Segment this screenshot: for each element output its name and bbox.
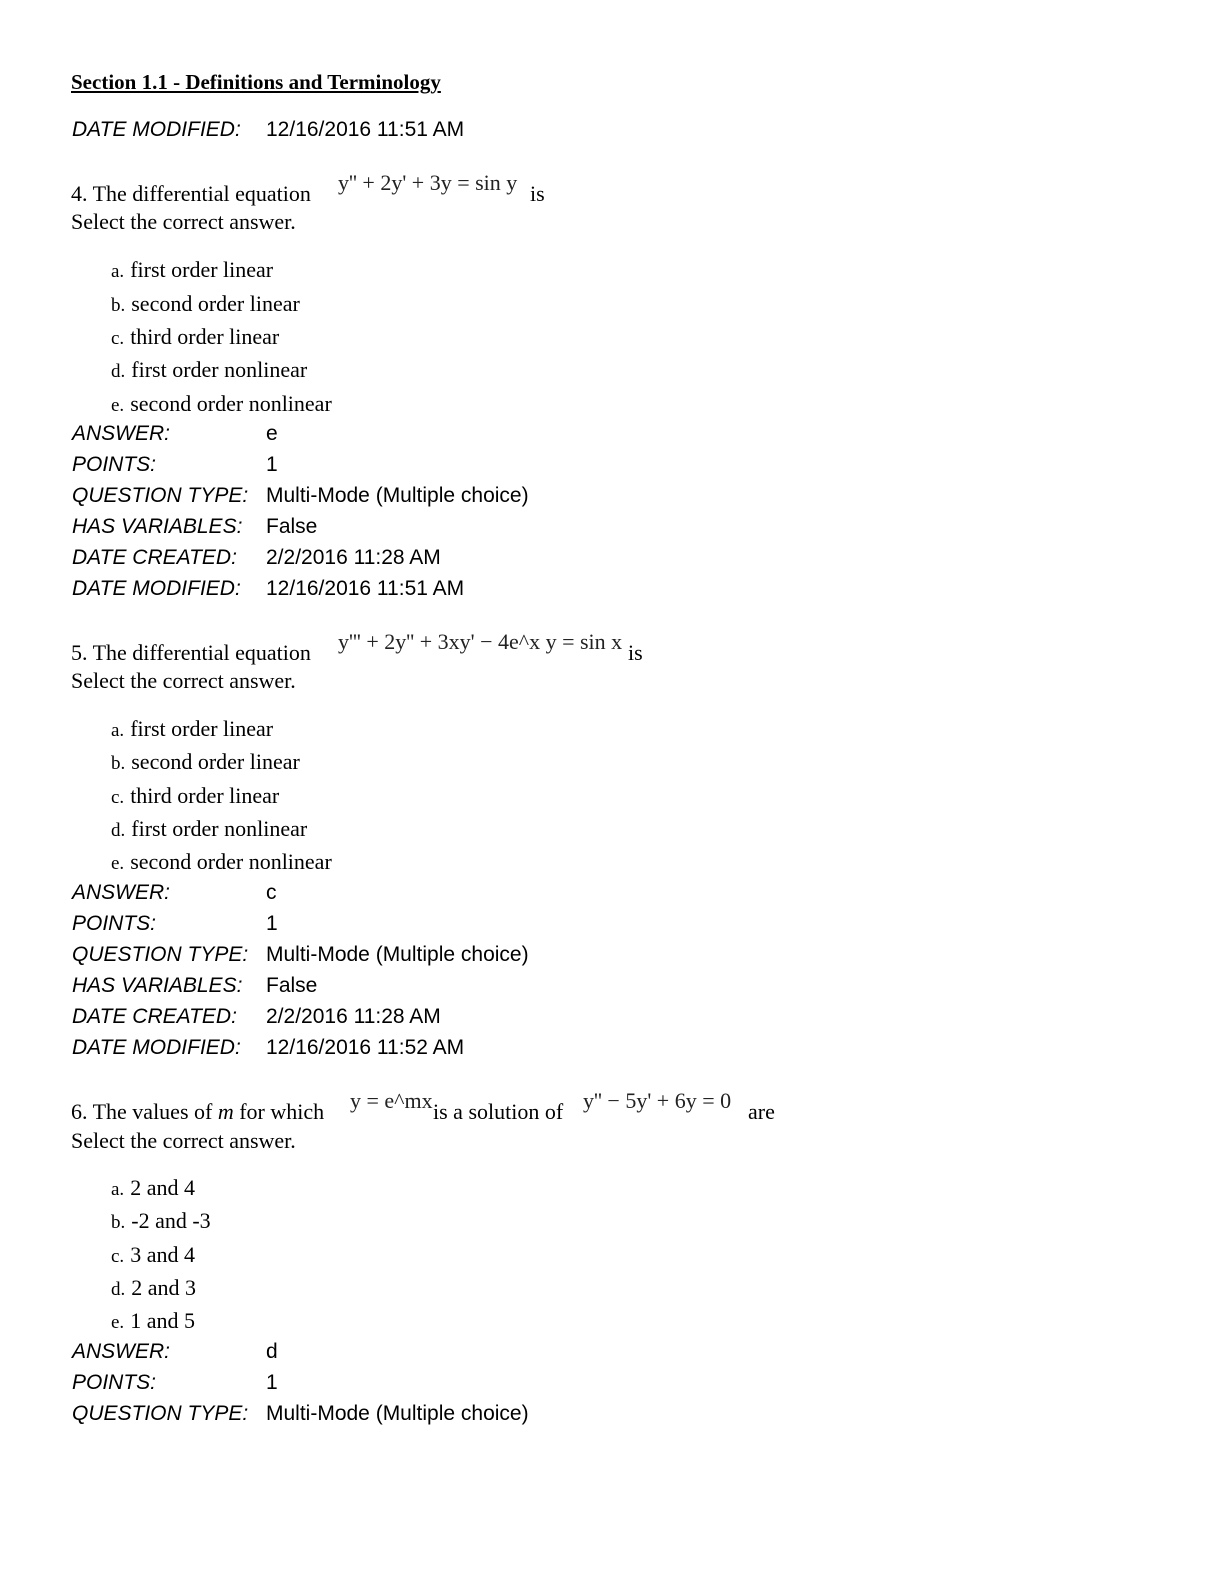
choice-text: first order nonlinear xyxy=(131,357,308,382)
choice-letter: a. xyxy=(111,720,125,741)
question-5-points-value: 1 xyxy=(266,912,278,935)
question-4-type-label: QUESTION TYPE: xyxy=(72,484,249,507)
choice-text: second order linear xyxy=(131,749,300,774)
question-stem-prefix: 5. The differential equation xyxy=(71,640,311,665)
question-4-choice-a[interactable] xyxy=(111,257,273,283)
question-6-points-value: 1 xyxy=(266,1371,278,1394)
question-6-stem-suffix: are xyxy=(748,1099,775,1124)
choice-letter: e. xyxy=(111,395,125,416)
question-5-created-value: 2/2/2016 11:28 AM xyxy=(266,1005,441,1028)
choice-text: second order nonlinear xyxy=(130,391,332,416)
question-6-answer-label: ANSWER: xyxy=(72,1340,171,1363)
question-6-points-label: POINTS: xyxy=(72,1371,157,1394)
choice-letter: b. xyxy=(111,1212,126,1233)
question-4-choice-b[interactable] xyxy=(111,291,300,317)
question-5-select-text: Select the correct answer. xyxy=(71,668,296,693)
question-5-type-label: QUESTION TYPE: xyxy=(72,943,249,966)
question-5-variables-label: HAS VARIABLES: xyxy=(72,974,243,997)
question-5-variables-value: False xyxy=(266,974,318,997)
question-5-points-label: POINTS: xyxy=(72,912,157,935)
question-4-modified-value: 12/16/2016 11:51 AM xyxy=(266,577,465,600)
question-4-select-text: Select the correct answer. xyxy=(71,209,296,234)
choice-letter: a. xyxy=(111,1179,125,1200)
question-6-stem xyxy=(71,1099,324,1125)
question-5-choice-a[interactable] xyxy=(111,716,273,742)
question-4-answer-value: e xyxy=(266,422,278,445)
question-4-equation: y'' + 2y' + 3y = sin y xyxy=(338,170,518,195)
question-6-choice-e[interactable] xyxy=(111,1308,195,1334)
question-4-choice-c[interactable] xyxy=(111,324,279,350)
choice-text: 3 and 4 xyxy=(130,1242,195,1267)
question-6-choice-a[interactable] xyxy=(111,1175,195,1201)
question-4-answer-label: ANSWER: xyxy=(72,422,171,445)
choice-text: -2 and -3 xyxy=(131,1208,211,1233)
question-5-equation: y''' + 2y'' + 3xy' − 4e^x y = sin x xyxy=(338,629,623,654)
question-5-type-value: Multi-Mode (Multiple choice) xyxy=(266,943,529,966)
question-4-created-label: DATE CREATED: xyxy=(72,546,237,569)
choice-letter: d. xyxy=(111,361,126,382)
choice-text: second order linear xyxy=(131,291,300,316)
question-5-stem xyxy=(71,640,311,666)
question-4-choice-e[interactable] xyxy=(111,391,332,417)
choice-letter: c. xyxy=(111,1246,125,1267)
choice-text: 2 and 3 xyxy=(131,1275,197,1300)
choice-text: 2 and 4 xyxy=(130,1175,195,1200)
section-title: Section 1.1 - Definitions and Terminology xyxy=(71,70,441,94)
question-4-points-label: POINTS: xyxy=(72,453,157,476)
question-6-type-value: Multi-Mode (Multiple choice) xyxy=(266,1402,529,1425)
question-4-modified-label: DATE MODIFIED: xyxy=(72,577,241,600)
question-6-type-label: QUESTION TYPE: xyxy=(72,1402,249,1425)
choice-letter: e. xyxy=(111,1312,125,1333)
question-4-variables-label: HAS VARIABLES: xyxy=(72,515,243,538)
question-6-select-text: Select the correct answer. xyxy=(71,1128,296,1153)
question-4-choice-d[interactable] xyxy=(111,357,307,383)
question-6-equation-a: y = e^mx xyxy=(350,1088,433,1113)
question-4-points-value: 1 xyxy=(266,453,278,476)
question-5-choice-d[interactable] xyxy=(111,816,307,842)
question-stem-prefix: 6. The values of xyxy=(71,1099,213,1124)
choice-letter: d. xyxy=(111,820,126,841)
choice-text: first order nonlinear xyxy=(131,816,308,841)
question-stem-variable: m xyxy=(217,1099,234,1124)
question-6-choice-d[interactable] xyxy=(111,1275,196,1301)
question-stem-prefix: 4. The differential equation xyxy=(71,181,311,206)
question-5-answer-label: ANSWER: xyxy=(72,881,171,904)
question-4-stem-suffix: is xyxy=(530,181,545,206)
choice-text: second order nonlinear xyxy=(130,849,332,874)
question-6-equation: y'' − 5y' + 6y = 0 xyxy=(583,1088,732,1113)
question-5-modified-label: DATE MODIFIED: xyxy=(72,1036,241,1059)
question-4-stem xyxy=(71,181,311,207)
question-6-choice-c[interactable] xyxy=(111,1242,195,1268)
choice-text: first order linear xyxy=(130,257,274,282)
question-5-modified-value: 12/16/2016 11:52 AM xyxy=(266,1036,465,1059)
choice-text: 1 and 5 xyxy=(130,1308,195,1333)
question-5-stem-suffix: is xyxy=(628,640,643,665)
question-6-stem-middle2: is a solution of xyxy=(433,1099,564,1124)
header-meta-value: 12/16/2016 11:51 AM xyxy=(266,118,465,141)
choice-letter: a. xyxy=(111,261,125,282)
header-meta-label: DATE MODIFIED: xyxy=(72,118,241,141)
choice-text: third order linear xyxy=(130,324,280,349)
question-5-choice-e[interactable] xyxy=(111,849,332,875)
choice-letter: c. xyxy=(111,328,125,349)
question-5-answer-value: c xyxy=(266,881,277,904)
question-5-choice-c[interactable] xyxy=(111,783,279,809)
choice-text: third order linear xyxy=(130,783,280,808)
question-6-choice-b[interactable] xyxy=(111,1208,211,1234)
choice-letter: e. xyxy=(111,853,125,874)
choice-text: first order linear xyxy=(130,716,274,741)
choice-letter: b. xyxy=(111,295,126,316)
question-6-answer-value: d xyxy=(266,1340,278,1363)
question-stem-middle: for which xyxy=(239,1099,325,1124)
choice-letter: c. xyxy=(111,787,125,808)
question-4-type-value: Multi-Mode (Multiple choice) xyxy=(266,484,529,507)
choice-letter: d. xyxy=(111,1279,126,1300)
question-4-variables-value: False xyxy=(266,515,318,538)
choice-letter: b. xyxy=(111,753,126,774)
question-5-created-label: DATE CREATED: xyxy=(72,1005,237,1028)
question-4-created-value: 2/2/2016 11:28 AM xyxy=(266,546,441,569)
question-5-choice-b[interactable] xyxy=(111,749,300,775)
